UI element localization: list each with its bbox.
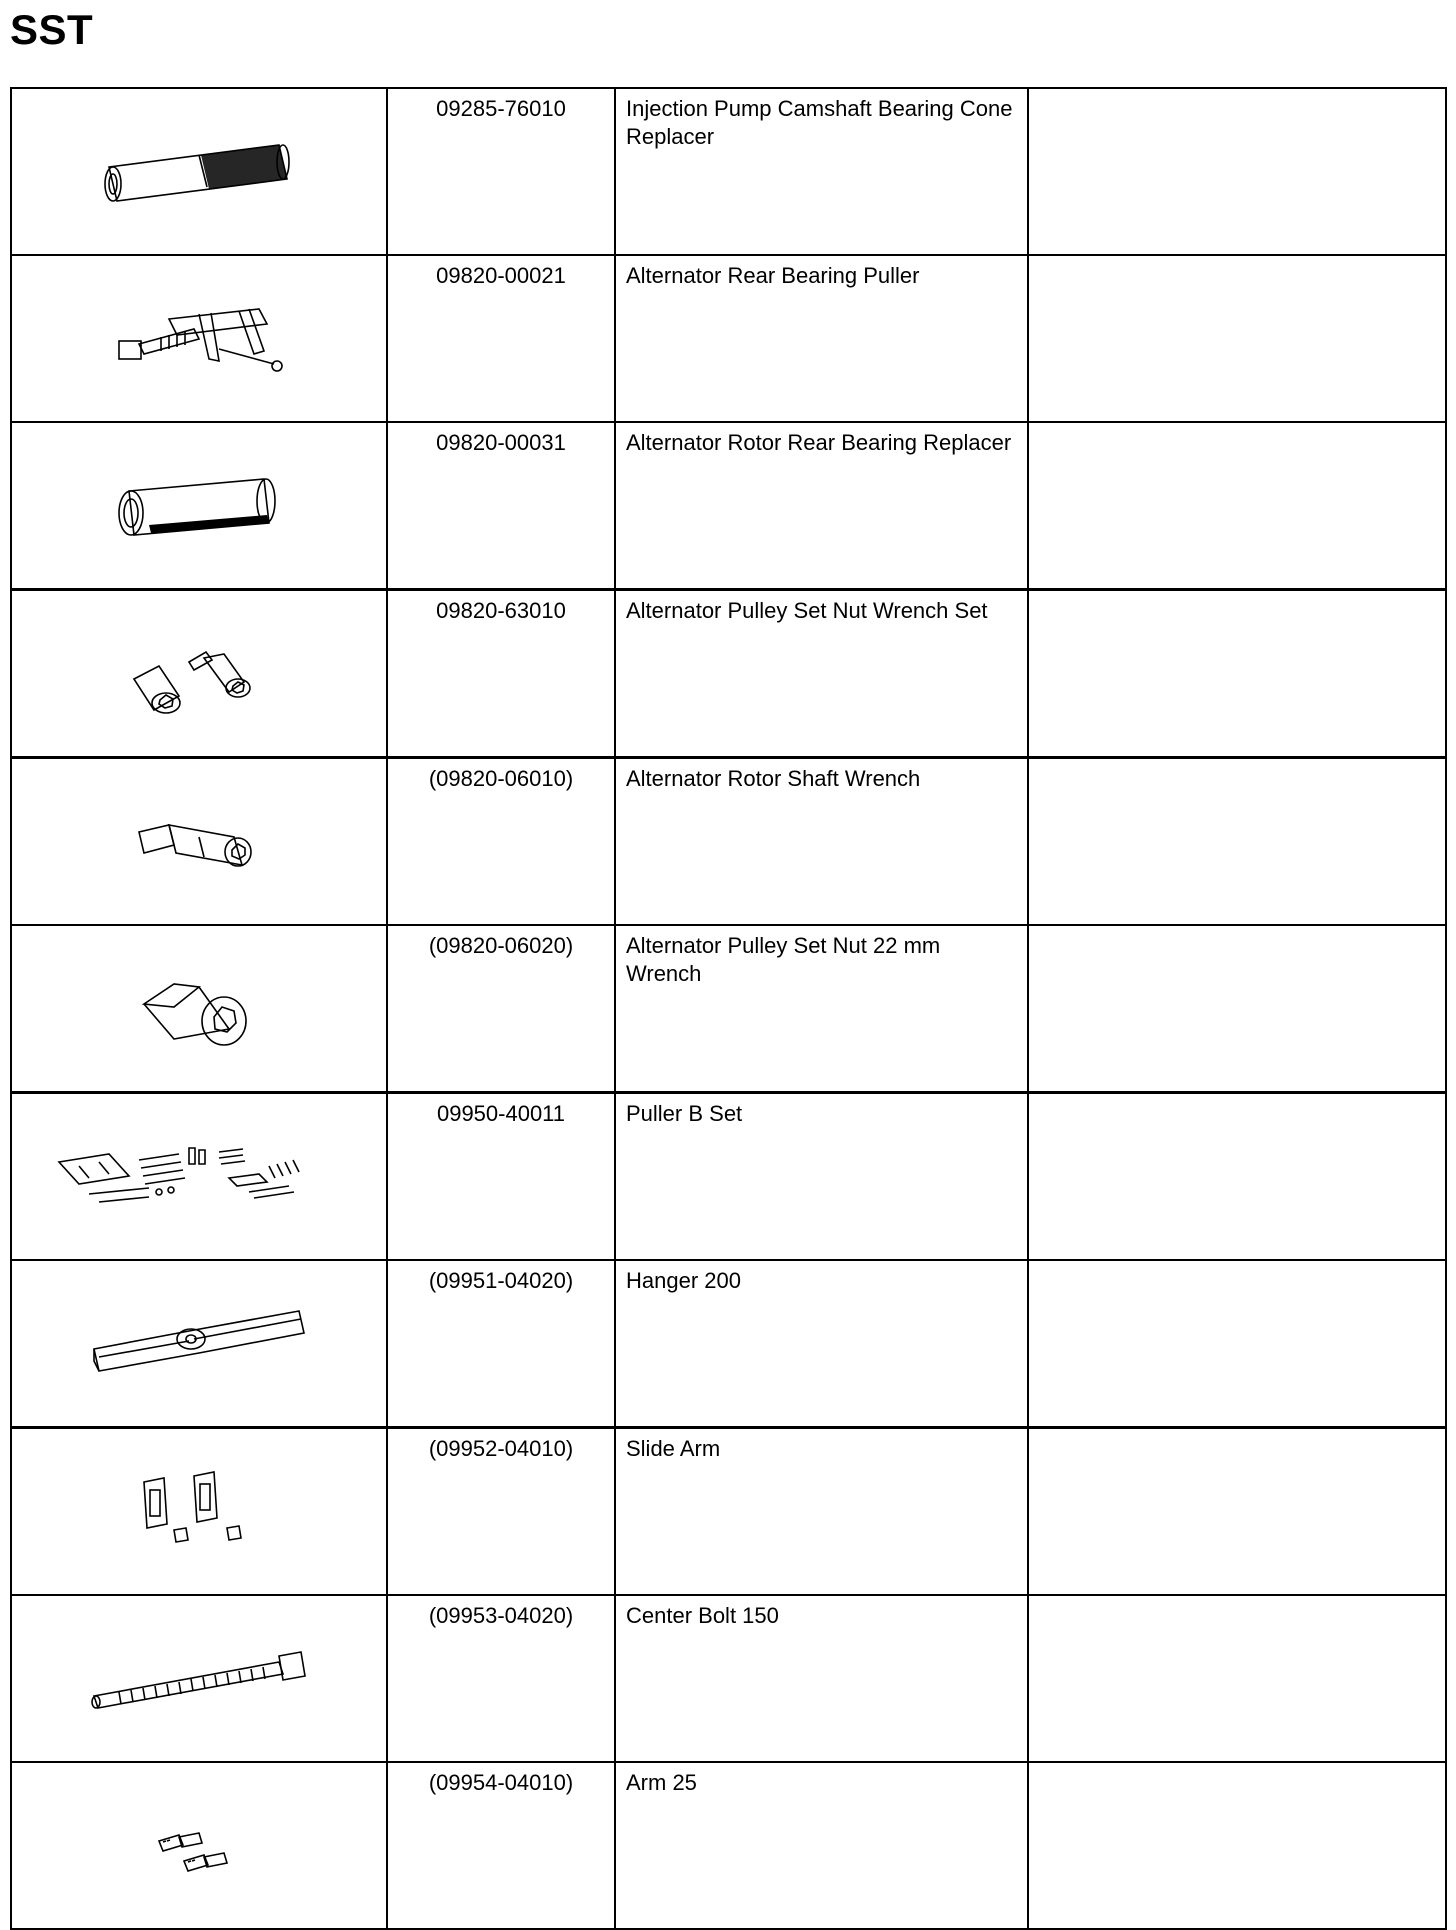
tool-name: Slide Arm — [615, 1428, 1028, 1596]
part-number: 09950-40011 — [387, 1093, 615, 1261]
tool-note — [1028, 1260, 1446, 1428]
tool-note — [1028, 88, 1446, 255]
tool-name: Hanger 200 — [615, 1260, 1028, 1428]
part-number: 09820-00031 — [387, 422, 615, 590]
page-title: SST — [10, 6, 94, 53]
table-row — [11, 88, 1446, 255]
tool-note — [1028, 758, 1446, 926]
tool-name: Injection Pump Camshaft Bearing Cone Replacer — [615, 88, 1028, 255]
tube-replacer-icon — [79, 127, 319, 217]
tool-name: Alternator Rotor Shaft Wrench — [615, 758, 1028, 926]
tool-name: Puller B Set — [615, 1093, 1028, 1261]
tool-note — [1028, 1428, 1446, 1596]
part-number: (09952-04010) — [387, 1428, 615, 1596]
tool-note — [1028, 1762, 1446, 1929]
tool-note — [1028, 1093, 1446, 1261]
table-row — [11, 1093, 1446, 1261]
tool-note — [1028, 422, 1446, 590]
tool-image-cell — [11, 88, 387, 255]
tool-name: Arm 25 — [615, 1762, 1028, 1929]
table-row — [11, 1260, 1446, 1428]
arm-icon — [129, 1801, 269, 1891]
part-number: (09820-06010) — [387, 758, 615, 926]
hanger-icon — [79, 1299, 319, 1389]
bearing-puller-icon — [99, 289, 299, 389]
tool-image-cell — [11, 925, 387, 1093]
center-bolt-icon — [79, 1634, 319, 1724]
socket-wrench-icon — [124, 959, 274, 1059]
table-row — [11, 925, 1446, 1093]
tool-name: Alternator Pulley Set Nut 22 mm Wrench — [615, 925, 1028, 1093]
tool-note — [1028, 1595, 1446, 1762]
table-row — [11, 1762, 1446, 1929]
tool-note — [1028, 590, 1446, 758]
tool-image-cell — [11, 1595, 387, 1762]
tool-image-cell — [11, 255, 387, 422]
slide-arm-icon — [119, 1462, 279, 1562]
part-number: (09954-04010) — [387, 1762, 615, 1929]
tool-name: Center Bolt 150 — [615, 1595, 1028, 1762]
table-row — [11, 1428, 1446, 1596]
part-number: (09820-06020) — [387, 925, 615, 1093]
table-row — [11, 422, 1446, 590]
tool-name: Alternator Rotor Rear Bearing Replacer — [615, 422, 1028, 590]
part-number: (09953-04020) — [387, 1595, 615, 1762]
part-number: (09951-04020) — [387, 1260, 615, 1428]
part-number: 09820-00021 — [387, 255, 615, 422]
tool-image-cell — [11, 422, 387, 590]
tool-name: Alternator Rear Bearing Puller — [615, 255, 1028, 422]
tool-image-cell — [11, 1428, 387, 1596]
tool-note — [1028, 255, 1446, 422]
bearing-replacer-icon — [99, 461, 299, 551]
sst-table — [10, 87, 1447, 1930]
tool-image-cell — [11, 758, 387, 926]
puller-set-icon — [49, 1132, 349, 1222]
table-row — [11, 758, 1446, 926]
part-number: 09820-63010 — [387, 590, 615, 758]
tool-image-cell — [11, 1762, 387, 1929]
shaft-wrench-icon — [114, 797, 284, 887]
table-row — [11, 255, 1446, 422]
tool-image-cell — [11, 590, 387, 758]
tool-image-cell — [11, 1260, 387, 1428]
part-number: 09285-76010 — [387, 88, 615, 255]
table-row — [11, 590, 1446, 758]
table-row — [11, 1595, 1446, 1762]
tool-note — [1028, 925, 1446, 1093]
tool-name: Alternator Pulley Set Nut Wrench Set — [615, 590, 1028, 758]
tool-image-cell — [11, 1093, 387, 1261]
wrench-set-icon — [114, 624, 284, 724]
